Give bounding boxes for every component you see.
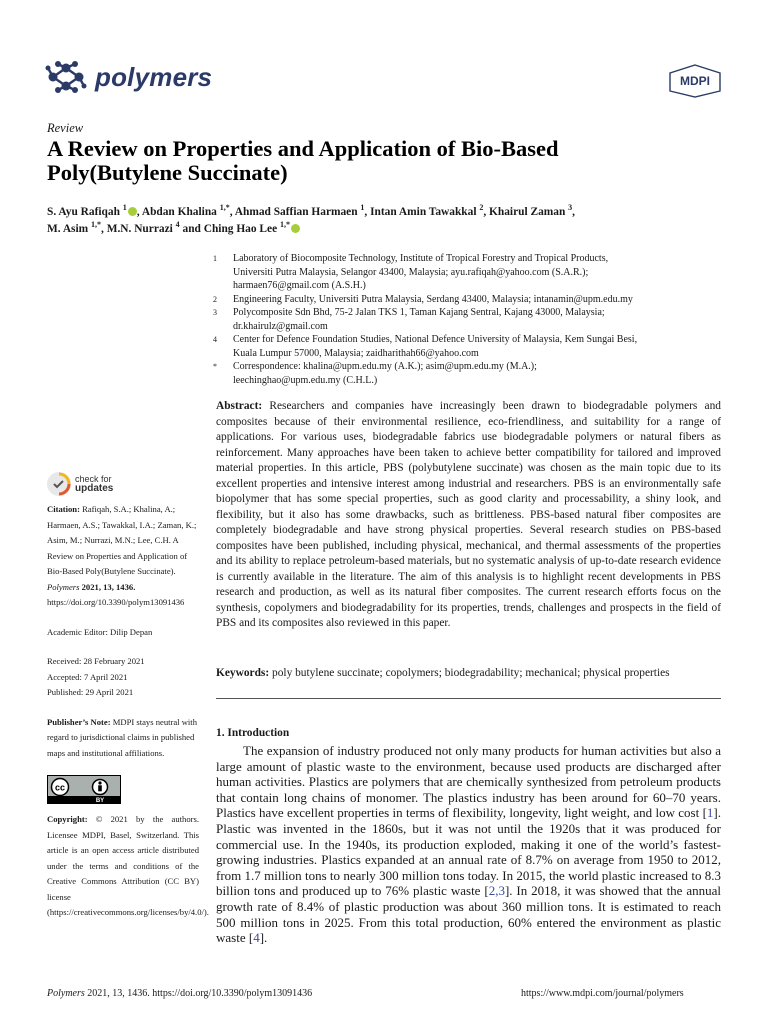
svg-text:cc: cc [54,782,66,793]
cc-by-text: BY [95,798,105,803]
author-separator: , [136,206,142,218]
author-separator: , [483,206,490,218]
author-name: Abdan Khalina [141,206,220,218]
keywords [216,666,721,682]
journal-name: polymers [95,61,213,92]
check-updates-icon [47,472,71,496]
sidebar-info [47,502,209,935]
affiliation-item [213,252,723,293]
author-name: Ahmad Saffian Harmaen [234,206,361,218]
citation-volume: 2021, 13, 1436. [81,581,136,592]
abstract-label: Abstract: [216,400,263,412]
citation-link[interactable]: 1 [706,805,714,821]
author-name: M.N. Nurrazi [106,223,176,235]
abstract-text: Researchers and companies have increasingly been drawn to biodegradable polymers and composites because of their environmental resilience, eco-friendliness, and suitability for a range of applications. For various uses, biodegradable fabrics use biodegradable polymers or natural fibers as reinforcement. Many approaches have been taken to achieve better compatibility for tailored and improved material properties. In this article, PBS (polybutylene succinate) was chosen as the main topic due to its excellent properties and intensive interest among industrial and researchers. PBS is an environmentally safe biopolymer that has some special properties, such as good clarity and processability, a shiny look, and flexibility, but it also has some drawbacks, such as brittleness. PBS-based natural fiber composites are completely biodegradable and have strong physical properties. Several research studies on PBS-based composites have been published, including physical, mechanical, and thermal assessments of the properties and its ability to replace petroleum-based materials, but no systematic analysis of up-to-date research evidence is currently available in the literature. The aim of this analysis is to highlight recent developments in PBS research and production, as well as its natural fiber composites. The current research efforts focus on the synthesis, copolymers and biodegradability for its properties, trends, challenges and prospects in the field of PBS and its composites also reviewed in this paper. [216,400,721,629]
author-separator: , [572,206,576,218]
mdpi-logo[interactable] [668,64,722,103]
copyright-label: Copyright: [47,814,88,824]
author-name: Intan Amin Tawakkal [370,206,480,218]
author-affiliation-marker: 1,* [279,220,290,230]
received-date: Received: 28 February 2021 [47,656,145,666]
citation-text: Rafiqah, S.A.; Khalina, A.; Harmaen, A.S.; Tawakkal, I.A.; Zaman, K.; Asim, M.; Nurrazi, M.N.; Lee, C.H. A Review on Properties and Application of Bio-Based Poly(Butylene Succinate). [47,504,197,576]
affiliation-marker: 4 [213,335,217,344]
affiliations [213,252,723,387]
paragraph-text: ]. Plastic was invented in the 1860s, but it was not until the 1920s that it was produced for commercial use. In the 1940s, its production exploded, making it one of the world’s fastest-growing industries. Plastics expanded at an annual rate of 8.7% on average from 1950 to 2012, from 1.7 million tons to nearly 300 million tons today. In 2015, the world plastic increased to 8.3 billion tons and produced up to 76% plastic waste [ [216,805,721,899]
published-date: Published: 29 April 2021 [47,687,134,697]
citation-journal: Polymers [47,581,80,592]
author-affiliation-marker: 1 [360,203,365,213]
author-separator: and [179,223,204,235]
publisher-note-label: Publisher’s Note: [47,716,111,727]
affiliation-text: Engineering Faculty, Universiti Putra Malaysia, Serdang 43400, Malaysia; intanamin@upm.edu.my [233,293,633,305]
author-list [47,204,727,238]
citation-link[interactable]: 4 [253,930,260,946]
author-separator: , [229,206,235,218]
author-affiliation-marker: 1,* [90,220,101,230]
section-divider [216,698,721,699]
affiliation-text: Laboratory of Biocomposite Technology, Institute of Tropical Forestry and Tropical Products, Universiti Putra Malaysia, Selangor 43400, Malaysia; ayu.rafiqah@yahoo.com (S.A.R.); harmaen76@gmail.com (A.S.H.) [233,253,609,291]
affiliation-text: Center for Defence Foundation Studies, National Defence University of Malaysia, Kem Sungai Besi, Kuala Lumpur 57000, Malaysia; zaidharithah66@yahoo.com [233,334,638,359]
affiliation-text: Correspondence: khalina@upm.edu.my (A.K.); asim@upm.edu.my (M.A.); leechinghao@upm.edu.my (C.H.L.) [233,361,537,386]
footer-citation [47,988,312,999]
section-heading: 1. Introduction [216,727,290,739]
author-affiliation-marker: 1 [122,203,127,213]
journal-logo[interactable] [45,60,212,94]
publisher-note-text: MDPI stays neutral with regard to jurisdictional claims in published maps and institutional affiliations. [47,716,197,758]
author-affiliation-marker: 4 [175,220,180,230]
author-name: M. Asim [47,223,91,235]
abstract [216,399,721,632]
author-separator: , [100,223,107,235]
author-affiliation-marker: 3 [568,203,573,213]
paragraph-text: The expansion of industry produced not only many products for human activities but also a large amount of plastic waste to the environment, because used products are discharged after human activities. Plastics are polymers that are chemically synthesized from petroleum products that contain long chains of monomer. The plastics industry has been around for 60–70 years. Plastics have excellent properties in terms of flexibility, longevity, light weight, and low cost [ [216,743,721,821]
affiliation-text: Polycomposite Sdn Bhd, 75-2 Jalan TKS 1, Taman Kajang Sentral, Kajang 43000, Malaysia; dr.khairulz@gmail.com [233,307,605,332]
affiliation-marker: * [213,362,217,371]
affiliation-marker: 1 [213,254,217,263]
affiliation-marker: 3 [213,308,217,317]
author-affiliation-marker: 2 [479,203,484,213]
keywords-text: poly butylene succinate; copolymers; biodegradability; mechanical; physical properties [272,667,670,679]
orcid-icon[interactable] [291,224,300,233]
affiliation-item [213,306,723,333]
copyright-text: © 2021 by the authors. Licensee MDPI, Basel, Switzerland. This article is an open access article distributed under the terms and conditions of the Creative Commons Attribution (CC BY) license (https://creativecommons.org/licenses/by/4.0/). [47,814,209,917]
affiliation-item [213,333,723,360]
author-name: S. Ayu Rafiqah [47,206,123,218]
check-for-updates[interactable] [47,472,113,496]
orcid-icon[interactable] [128,207,137,216]
footer-journal: Polymers [47,988,85,999]
citation-link[interactable]: 2,3 [488,883,505,899]
publisher-note [47,715,199,762]
check-updates-top: check for [75,474,112,484]
introduction-body [216,743,721,946]
footer-url[interactable]: https://www.mdpi.com/journal/polymers [521,988,684,999]
academic-editor: Academic Editor: Dilip Depan [47,626,153,637]
article-type: Review [47,121,84,135]
article-title: A Review on Properties and Application of Bio-Based Poly(Butylene Succinate) [47,136,559,185]
author-name: Khairul Zaman [489,206,569,218]
check-updates-bottom: updates [75,483,114,494]
citation-label: Citation: [47,504,80,514]
footer-citation-text[interactable]: 2021, 13, 1436. https://doi.org/10.3390/polym13091436 [87,988,313,999]
copyright [47,812,209,921]
affiliation-item [213,360,723,387]
citation-doi[interactable]: https://doi.org/10.3390/polym13091436 [47,597,185,607]
author-affiliation-marker: 1,* [219,203,230,213]
paragraph-text: ]. [259,930,268,946]
paragraph-text: ]. In 2018, it was showed that the annual growth rate of 8.4% of plastic production was about 360 million tons. It is estimated to reach 500 million tons in 2025. From this total production, 60% entered the environment as plastic waste [ [216,883,722,946]
affiliation-marker: 2 [213,294,217,304]
author-separator: , [364,206,371,218]
publisher-name: MDPI [680,74,710,88]
citation [47,502,199,611]
affiliation-item [213,293,723,307]
cc-by-license-badge[interactable] [47,775,121,804]
author-name: Ching Hao Lee [203,223,280,235]
keywords-label: Keywords: [216,667,270,679]
accepted-date: Accepted: 7 April 2021 [47,671,128,682]
polymers-molecule-icon [45,60,87,94]
